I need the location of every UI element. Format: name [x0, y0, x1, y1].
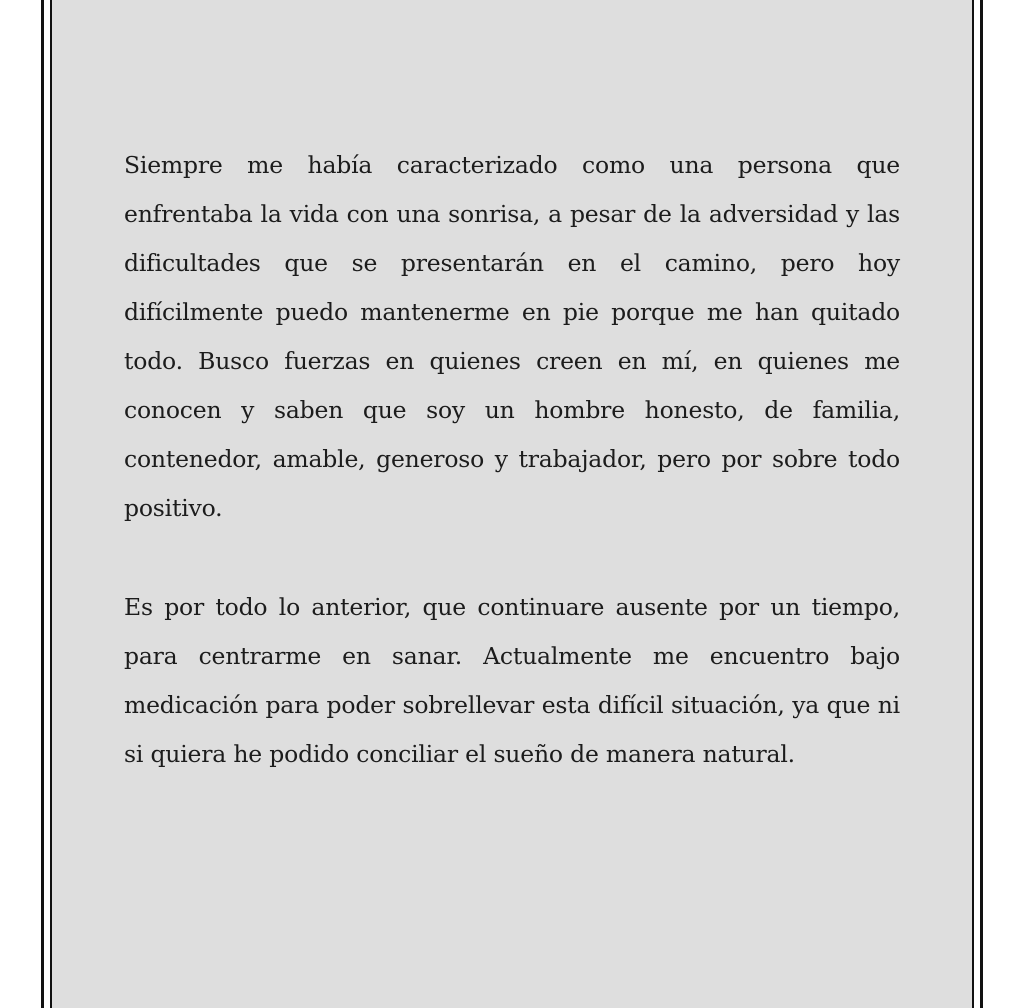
paragraph-1: Siempre me había caracterizado como una persona que enfrentaba la vida con una sonrisa, a pesar de la adversidad y las dificultades que se presentarán en el camino, pero hoy difícilmente puedo mantenerme en pie porque me han quitado todo. Busco fuerzas en quienes creen en mí, en quienes me conocen y saben que soy un hombre honesto, de familia, contenedor, amable, generoso y trabajador, pero por sobre todo positivo. [124, 151, 900, 522]
right-border-outer [980, 0, 983, 1008]
paragraph-2: Es por todo lo anterior, que continuare ausente por un tiempo, para centrarme en sanar. Actualmente me encuentro bajo medicación para poder sobrellevar esta difícil situación, ya que ni si quiera he podido conciliar el sueño de manera natural. [124, 593, 900, 768]
left-border-inner [50, 0, 52, 1008]
right-border-inner [972, 0, 974, 1008]
left-border-outer [41, 0, 44, 1008]
